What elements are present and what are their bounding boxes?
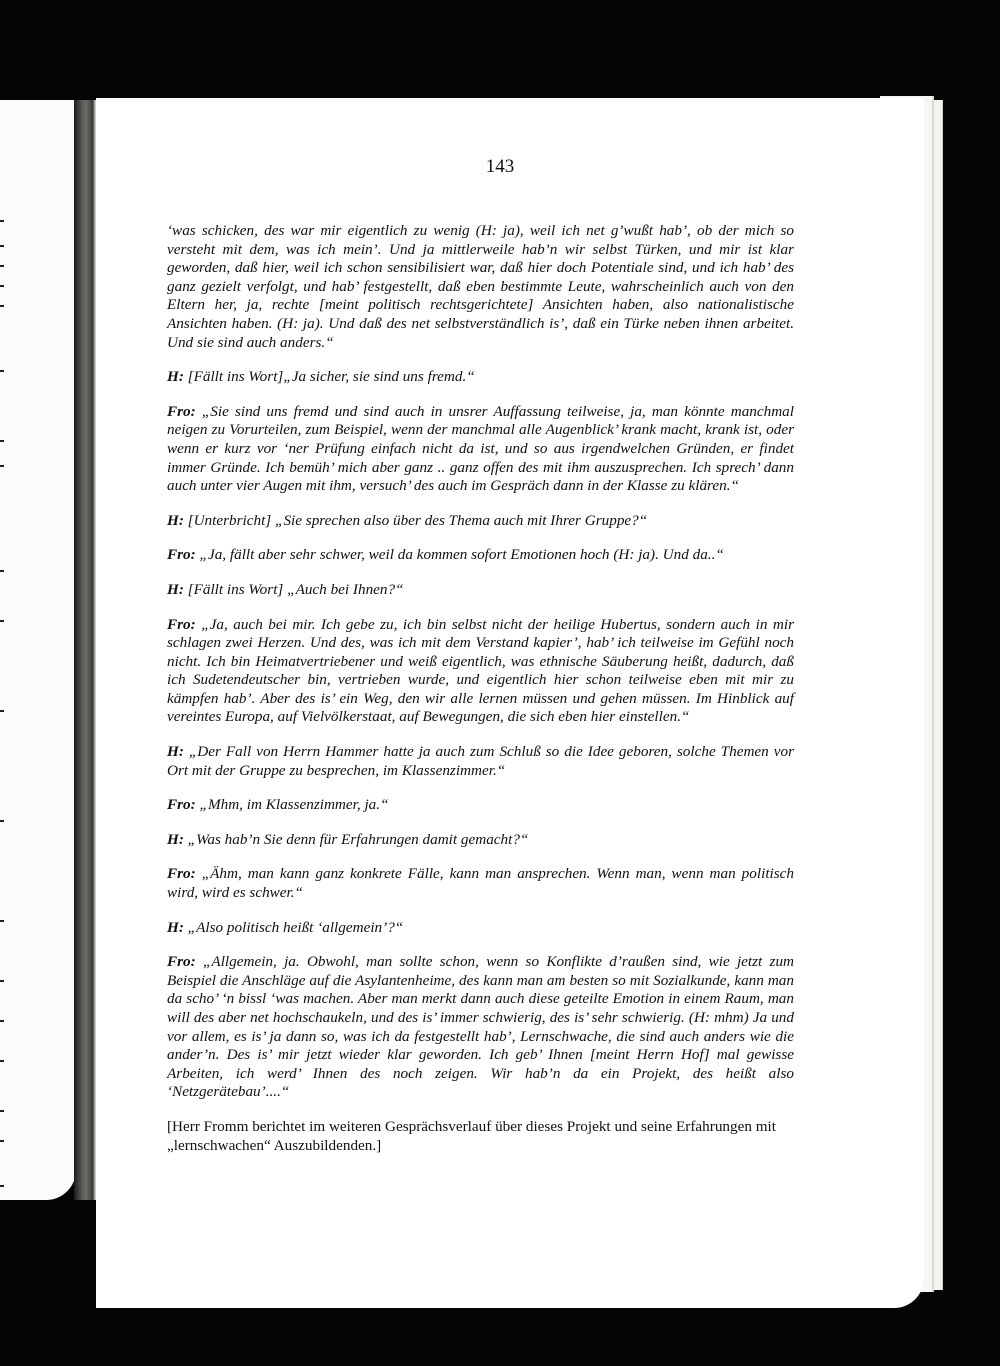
paragraph-respondent [167, 796, 794, 815]
paragraph-text: ‘was schicken, des war mir eigentlich zu wenig (H: ja), weil ich net g’wußt hab’, ob der mich so versteht mit dem, was ich mein’. Und ja mittlerweile hab’n wir selbst Türken, und mir ist klar geworden, daß hier, weil ich schon sensibilisiert war, daß hier doch Potentiale sind, und ich hab’ des ganz gezielt verfolgt, und hab’ festgestellt, daß eben bestimmte Leute, wahrscheinlich auch von den Eltern her, ja, rechte [meint politisch rechtsgerichtete] Ansichten haben, also nationalistische Ansichten haben. (H: ja). Und daß des net selbstverständlich is’, daß ein Türke neben ihnen arbeitet. Und sie sind auch anders.“ [167, 222, 794, 351]
paragraph-text: [Fällt ins Wort] „Auch bei Ihnen?“ [187, 580, 404, 598]
paragraph-respondent [167, 616, 794, 728]
speaker-label: Fro: [167, 865, 196, 883]
speaker-label: H: [167, 743, 184, 761]
paragraph-text: [Unterbricht] „Sie sprechen also über des Thema auch mit Ihrer Gruppe?“ [187, 511, 648, 529]
paragraph-text: „Ja, auch bei mir. Ich gebe zu, ich bin selbst nicht der heilige Hubertus, sondern auch in mir schlagen zwei Herzen. Und des, was ich mit dem Verstand kapier’, hab’ ich teilweise im Gefühl noch nicht. Ich bin Heimatvertriebener und weiß eigentlich, was ethnische Säuberung heißt, dadurch, daß ich Sudetendeutscher bin, vertrieben wurde, und eigentlich hier schon teilweise eben mit mir zu kämpfen hab’. Aber des is’ ein Weg, den wir alle lernen müssen und gehen müssen. Im Hinblick auf vereintes Europa, auf Vielvölkerstaat, auf Bewegungen, die sich eben hier einstellen.“ [167, 615, 795, 726]
paragraph-interviewer [167, 512, 794, 531]
speaker-label: Fro: [167, 402, 196, 420]
paragraph-respondent [167, 953, 794, 1102]
speaker-label: Fro: [167, 953, 196, 971]
paragraph-text: „Allgemein, ja. Obwohl, man sollte schon, wenn so Konflikte d’raußen sind, wie jetzt zum Beispiel die Anschläge auf die Asylantenheime, des kann man am besten so mit Sozialkunde, kann man da scho’ ‘n bissl ‘was machen. Aber man merkt dann auch diese geteilte Emotion in einem Raum, man will des aber net hochschaukeln, und des is’ immer schwierig, des is’ sehr schwierig. (H: mhm) Ja und vor allem, es is’ ja dann so, was ich da festgestellt hab’, Lernschwache, die sind auch anders wie die ander’n. Des is’ mir jetzt wieder klar geworden. Ich geb’ Ihnen [meint Herrn Hof] mal gewisse Arbeiten, ich werd’ Ihnen des noch zeigen. Wir hab’n da ein Projekt, des heißt also ‘Netzgerätebau’....“ [167, 953, 795, 1101]
speaker-label: Fro: [167, 615, 196, 633]
editorial-note [167, 1118, 794, 1155]
book-gutter [74, 100, 96, 1200]
paragraph-text: „Ja, fällt aber sehr schwer, weil da kommen sofort Emotionen hoch (H: ja). Und da..“ [199, 546, 724, 564]
note-text: [Herr Fromm berichtet im weiteren Gesprächsverlauf über dieses Projekt und seine Erfahrungen mit „lernschwachen“ Auszubildenden.] [167, 1117, 776, 1154]
paragraph-interviewer [167, 368, 794, 387]
paragraph-respondent [167, 403, 794, 496]
paragraph-interviewer [167, 919, 794, 938]
paragraph-text: „Sie sind uns fremd und sind auch in unsrer Auffassung teilweise, ja, man könnte manchmal neigen zu Vorurteilen, zum Beispiel, wenn der manchmal alle Augenblick’ krank macht, krank ist, oder wenn er kurz vor ‘ner Prüfung einfach nicht da ist, und so aus irgendwelchen Gründen, er findet immer Gründe. Ich bemüh’ mich aber ganz .. ganz offen des mit ihm auszusprechen. Ich sprech’ dann auch unter vier Augen mit ihm, versuch’ des auch im Gespräch dann in der Klasse zu klären.“ [167, 402, 794, 495]
paragraph-text: „Der Fall von Herrn Hammer hatte ja auch zum Schluß so die Idee geboren, solche Themen vor Ort mit der Gruppe zu besprechen, im Klassenzimmer.“ [167, 743, 794, 779]
speaker-label: H: [167, 511, 184, 529]
paragraph-text: „Ähm, man kann ganz konkrete Fälle, kann man ansprechen. Wenn man, wenn man politisch wird, wird es schwer.“ [167, 865, 794, 902]
paragraph-respondent [167, 865, 794, 902]
paragraph-text: [Fällt ins Wort]„Ja sicher, sie sind uns fremd.“ [187, 368, 475, 386]
page-number: 143 [485, 156, 515, 177]
paragraph-respondent [167, 546, 794, 565]
speaker-label: Fro: [167, 546, 196, 564]
speaker-label: H: [167, 580, 184, 598]
speaker-label: H: [167, 830, 184, 848]
paragraph-text: „Also politisch heißt ‘allgemein’?“ [187, 918, 404, 936]
paragraph-text: „Mhm, im Klassenzimmer, ja.“ [199, 796, 389, 814]
left-page-text-fragments [0, 100, 10, 1200]
speaker-label: H: [167, 918, 184, 936]
paragraph-interviewer [167, 743, 794, 780]
paragraph-text: „Was hab’n Sie denn für Erfahrungen damit gemacht?“ [187, 830, 529, 848]
transcript-body [167, 222, 794, 1171]
left-page-edge [0, 100, 76, 1200]
speaker-label: H: [167, 368, 184, 386]
paragraph-interviewer [167, 831, 794, 850]
speaker-label: Fro: [167, 796, 196, 814]
paragraph-interviewer [167, 581, 794, 600]
paragraph-continuation [167, 222, 794, 352]
